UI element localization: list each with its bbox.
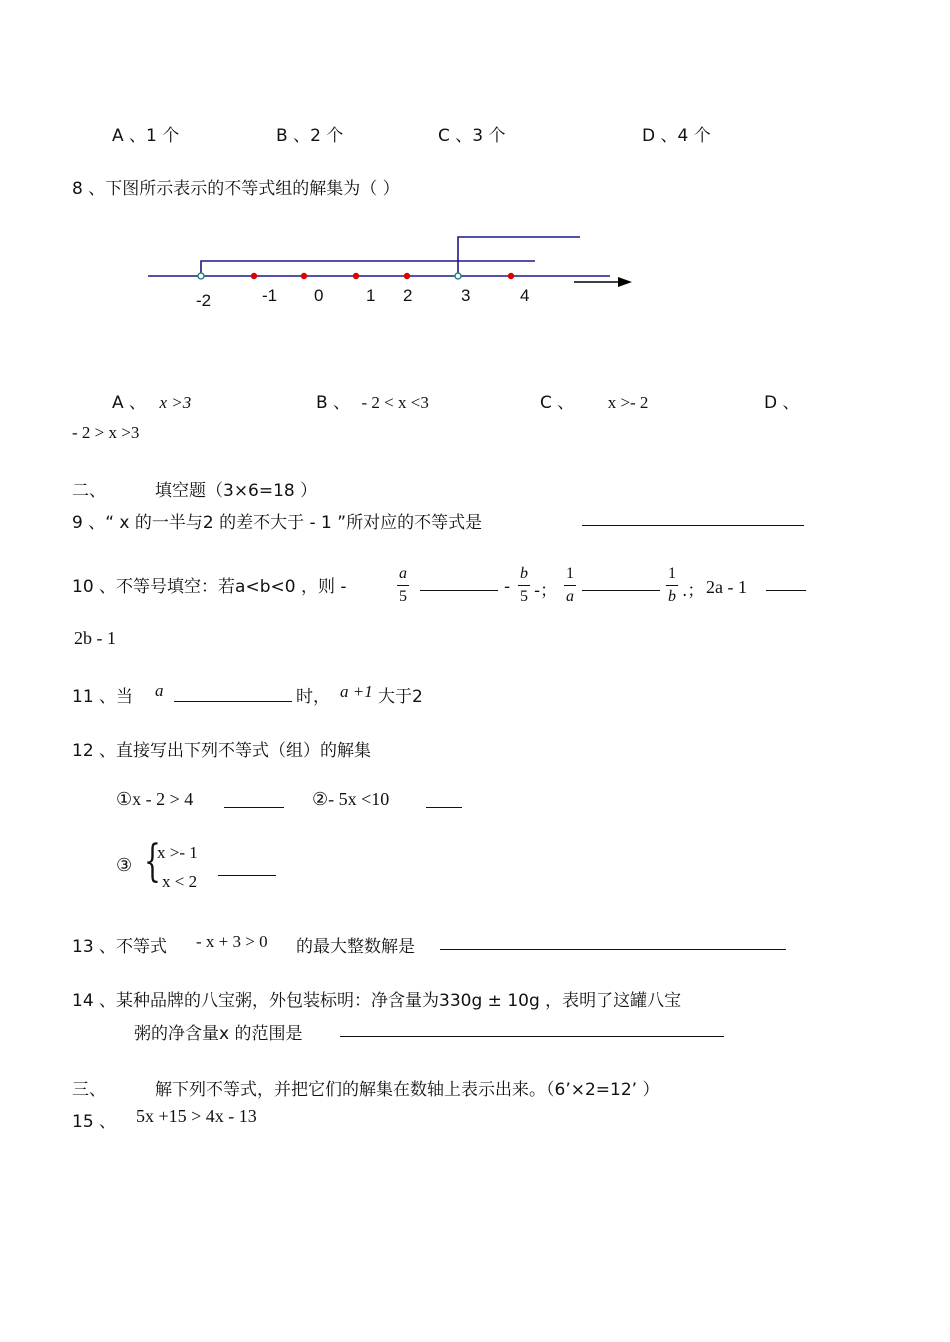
q8-option-d-math: - 2 > x >3	[72, 423, 140, 442]
fraction-denominator: b	[668, 588, 676, 605]
q10-separator-2: .；	[682, 581, 705, 601]
q7-option-b: B 、2 个	[276, 126, 344, 146]
number-line-diagram	[140, 228, 640, 318]
q13-answer-blank[interactable]	[440, 948, 786, 950]
q8-option-c-label: C 、	[540, 393, 575, 413]
q8-option-c	[540, 388, 648, 413]
q11-variable: a	[155, 681, 164, 700]
q14-answer-blank[interactable]	[340, 1035, 724, 1037]
q10-blank-2[interactable]	[582, 589, 660, 591]
q12-item-2: ②- 5x <10	[312, 789, 390, 809]
q15-number: 15 、	[72, 1112, 117, 1132]
q8-option-c-math: x >- 2	[607, 393, 649, 412]
q14-line-2: 粥的净含量x 的范围是	[134, 1024, 303, 1044]
q11-expression: a +1	[340, 682, 373, 701]
q12-item-1: ①x - 2 > 4	[116, 789, 194, 809]
q10-fraction-1-over-b	[666, 565, 678, 606]
q10-prefix: 10 、不等号填空：若a<b<0 ，则 -	[72, 577, 347, 597]
q15-inequality: 5x +15 > 4x - 13	[136, 1106, 257, 1126]
tick-label-neg1: -1	[262, 286, 278, 305]
tick-label-2: 2	[403, 286, 413, 305]
q10-blank-3[interactable]	[766, 589, 806, 591]
q7-option-c: C 、3 个	[438, 126, 506, 146]
q10-fraction-b-over-5	[518, 565, 530, 606]
fraction-numerator: 1	[668, 565, 676, 582]
range-right-bracket	[458, 237, 580, 276]
q12-blank-2[interactable]	[426, 806, 462, 808]
range-left-bracket	[201, 261, 535, 276]
q7-option-d: D 、4 个	[642, 126, 711, 146]
arrow-head	[618, 277, 632, 287]
fraction-numerator: a	[399, 565, 407, 582]
q11-answer-blank[interactable]	[174, 700, 292, 702]
q10-expr-2b-minus-1: 2b - 1	[74, 628, 116, 648]
q8-stem: 8 、下图所示表示的不等式组的解集为（ ）	[72, 179, 400, 199]
q10-blank-1[interactable]	[420, 589, 498, 591]
q10-minus: -	[504, 577, 511, 597]
q9-answer-blank[interactable]	[582, 524, 804, 526]
point-1	[353, 273, 359, 279]
q12-blank-1[interactable]	[224, 806, 284, 808]
q12-item-3-mark: ③	[116, 855, 133, 876]
q8-option-a-math: x >3	[159, 393, 192, 412]
q8-option-b-math: - 2 < x <3	[361, 393, 429, 412]
q11-prefix: 11 、当	[72, 687, 134, 707]
q11-tail: 大于2	[378, 687, 423, 707]
q7-option-a: A 、1 个	[112, 126, 180, 146]
q8-option-a-label: A 、	[112, 393, 147, 413]
system-brace: {	[144, 836, 161, 887]
tick-label-3: 3	[461, 286, 471, 305]
fraction-numerator: b	[520, 565, 528, 582]
point-neg1	[251, 273, 257, 279]
section-2-title: 填空题（3×6=18 ）	[155, 481, 318, 501]
q12-text: 12 、直接写出下列不等式（组）的解集	[72, 741, 372, 761]
fraction-denominator: 5	[399, 588, 407, 605]
section-3-number: 三、	[72, 1080, 106, 1100]
tick-label-neg2: -2	[196, 291, 212, 310]
q14-line-1: 14 、某种品牌的八宝粥，外包装标明：净含量为330g ± 10g ，表明了这罐八宝	[72, 991, 682, 1011]
q12-item-3-line-1: x >- 1	[157, 843, 198, 862]
fraction-denominator: a	[566, 588, 574, 605]
q9-text: 9 、“ x 的一半与2 的差不大于 - 1 ”所对应的不等式是	[72, 513, 483, 533]
q11-suffix: 时，	[296, 687, 330, 707]
open-point-neg2	[198, 273, 204, 279]
q8-option-b	[316, 388, 429, 413]
fraction-denominator: 5	[520, 588, 528, 605]
q13-suffix: 的最大整数解是	[296, 937, 415, 957]
q10-fraction-a-over-5	[397, 565, 409, 606]
q8-option-a	[112, 388, 191, 413]
q12-blank-3[interactable]	[218, 874, 276, 876]
q8-option-b-label: B 、	[316, 393, 351, 413]
q13-expression: - x + 3 > 0	[196, 932, 268, 951]
section-2-number: 二、	[72, 481, 106, 501]
q10-separator-1: -；	[534, 581, 558, 601]
q12-item-3-line-2: x < 2	[162, 872, 198, 891]
tick-label-4: 4	[520, 286, 530, 305]
fraction-numerator: 1	[566, 565, 574, 582]
q8-option-d-label: D 、	[764, 393, 800, 413]
q10-expr-2a-minus-1: 2a - 1	[706, 577, 747, 597]
point-0	[301, 273, 307, 279]
section-3-title: 解下列不等式，并把它们的解集在数轴上表示出来。（6’×2=12’ ）	[155, 1080, 660, 1100]
point-4	[508, 273, 514, 279]
open-point-3	[455, 273, 461, 279]
tick-label-1: 1	[366, 286, 376, 305]
tick-label-0: 0	[314, 286, 324, 305]
point-2	[404, 273, 410, 279]
q13-prefix: 13 、不等式	[72, 937, 168, 957]
q10-fraction-1-over-a	[564, 565, 576, 606]
